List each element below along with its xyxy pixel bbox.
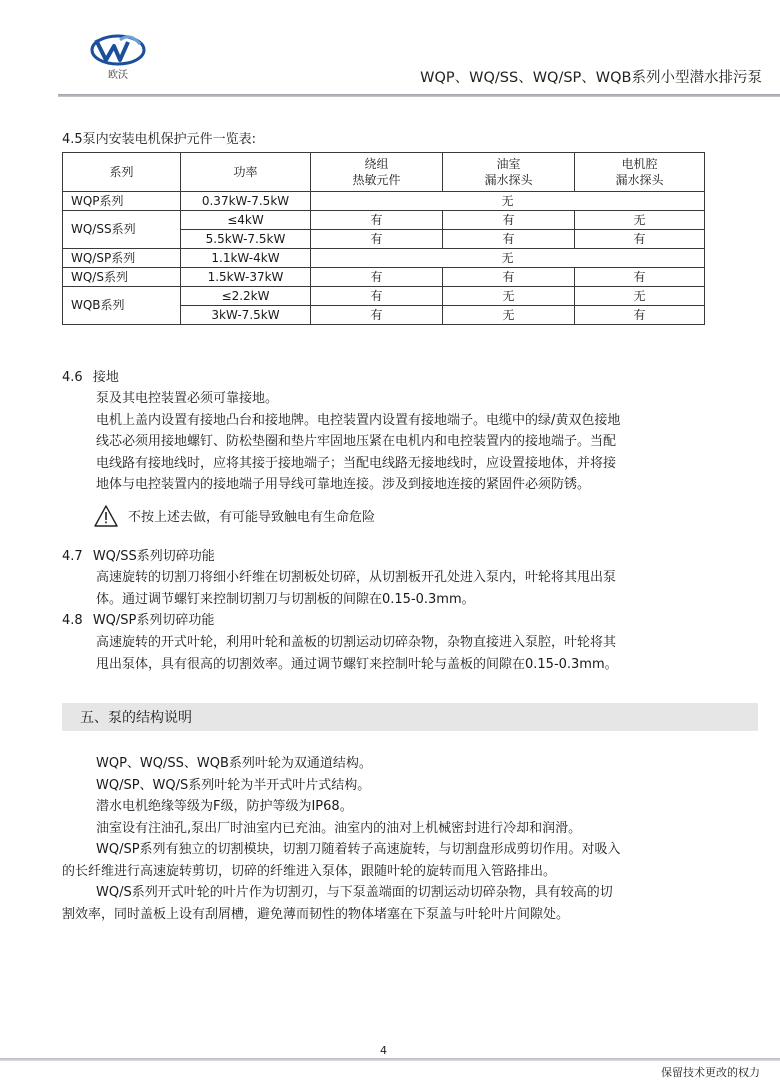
merged-value-cell: 无 — [311, 249, 705, 268]
paragraph-line: 体。通过调节螺钉来控制切割刀与切割板的间隙在0.15-0.3mm。 — [96, 591, 475, 607]
section-number: 4.7 — [62, 549, 83, 564]
header-title: WQP、WQ/SS、WQ/SP、WQB系列小型潜水排污泵 — [420, 70, 762, 86]
paragraph-line: 线芯必须用接地螺钉、防松垫圈和垫片牢固地压紧在电机内和电控装置内的接地端子。当配 — [96, 434, 617, 449]
brand-name: 欧沃 — [108, 70, 128, 81]
table-header-cell: 电机腔 漏水探头 — [575, 153, 705, 192]
section-4-8-body — [96, 632, 760, 675]
power-cell: 0.37kW-7.5kW — [181, 192, 311, 211]
table-row — [63, 287, 705, 306]
section-5-title: 五、泵的结构说明 — [80, 710, 192, 726]
section-4-5-title: 4.5泵内安装电机保护元件一览表: — [62, 132, 257, 147]
section-4-6-heading — [62, 367, 119, 389]
value-cell: 有 — [311, 306, 443, 325]
value-cell: 有 — [443, 268, 575, 287]
value-cell: 无 — [575, 211, 705, 230]
section-number: 4.8 — [62, 613, 83, 628]
table-row — [63, 268, 705, 287]
header-divider — [58, 94, 780, 97]
power-cell: 3kW-7.5kW — [181, 306, 311, 325]
paragraph-line: WQ/SP系列有独立的切割模块，切割刀随着转子高速旋转，与切割盘形成剪切作用。对吸入 — [96, 842, 621, 857]
paragraph-line: 高速旋转的切割刀将细小纤维在切割板处切碎，从切割板开孔处进入泵内，叶轮将其甩出泵 — [96, 570, 617, 585]
table-row — [63, 192, 705, 211]
table-row — [63, 249, 705, 268]
power-cell: ≤4kW — [181, 211, 311, 230]
power-cell: 1.1kW-4kW — [181, 249, 311, 268]
warning-icon — [94, 505, 118, 527]
series-cell: WQ/SS系列 — [63, 211, 181, 249]
value-cell: 有 — [575, 230, 705, 249]
section-5-body-a — [96, 753, 581, 839]
value-cell: 无 — [443, 306, 575, 325]
series-cell: WQB系列 — [63, 287, 181, 325]
series-cell: WQP系列 — [63, 192, 181, 211]
paragraph-line: 泵及其电控装置必须可靠接地。 — [96, 391, 279, 406]
power-cell: 1.5kW-37kW — [181, 268, 311, 287]
paragraph-line: 电机上盖内设置有接地凸台和接地牌。电控装置内设置有接地端子。电缆中的绿/黄双色接地 — [96, 412, 621, 428]
value-cell: 有 — [443, 230, 575, 249]
warning-text: 不按上述去做，有可能导致触电有生命危险 — [128, 510, 376, 525]
table-header-cell: 绕组 热敏元件 — [311, 153, 443, 192]
paragraph-line: 的长纤维进行高速旋转剪切，切碎的纤维进入泵体，跟随叶轮的旋转而甩入管路排出。 — [62, 863, 557, 879]
paragraph-line: WQ/SP、WQ/S系列叶轮为半开式叶片式结构。 — [96, 777, 371, 793]
section-4-7-body — [96, 567, 760, 610]
merged-value-cell: 无 — [311, 192, 705, 211]
value-cell: 有 — [575, 268, 705, 287]
footer-note: 保留技术更改的权力 — [661, 1066, 760, 1079]
table-header-row — [63, 153, 705, 192]
paragraph-line: 甩出泵体，具有很高的切割效率。通过调节螺钉来控制叶轮与盖板的间隙在0.15-0.3mm。 — [96, 656, 618, 672]
paragraph-line: WQP、WQ/SS、WQB系列叶轮为双通道结构。 — [96, 756, 372, 771]
paragraph-line: 电线路有接地线时，应将其接于接地端子；当配电线路无接地线时，应设置接地体，并将接 — [96, 455, 617, 471]
power-cell: ≤2.2kW — [181, 287, 311, 306]
table-header-cell: 功率 — [181, 153, 311, 192]
paragraph-line: 潜水电机绝缘等级为F级，防护等级为IP68。 — [96, 799, 353, 814]
series-cell: WQ/S系列 — [63, 268, 181, 287]
value-cell: 有 — [311, 268, 443, 287]
value-cell: 有 — [443, 211, 575, 230]
paragraph-line: 割效率，同时盖板上设有刮屑槽，避免薄而韧性的物体堵塞在下泵盖与叶轮叶片间隙处。 — [62, 906, 570, 922]
table-body — [63, 192, 705, 325]
table-header-cell: 油室 漏水探头 — [443, 153, 575, 192]
table-row — [63, 211, 705, 230]
footer-divider — [0, 1058, 780, 1061]
protection-table — [62, 152, 705, 325]
paragraph-line: 高速旋转的开式叶轮，利用叶轮和盖板的切割运动切碎杂物，杂物直接进入泵腔，叶轮将其 — [96, 635, 617, 650]
value-cell: 无 — [443, 287, 575, 306]
page-number: 4 — [380, 1044, 387, 1057]
value-cell: 有 — [311, 287, 443, 306]
value-cell: 有 — [311, 211, 443, 230]
table-header-cell: 系列 — [63, 153, 181, 192]
section-title: 接地 — [92, 370, 119, 385]
power-cell: 5.5kW-7.5kW — [181, 230, 311, 249]
section-5-body-b — [62, 839, 764, 925]
section-title: WQ/SP系列切碎功能 — [92, 613, 215, 628]
section-4-6-body — [96, 388, 760, 496]
paragraph-line: WQ/S系列开式叶轮的叶片作为切割刃，与下泵盖端面的切割运动切碎杂物，具有较高的切 — [96, 885, 613, 900]
series-cell: WQ/SP系列 — [63, 249, 181, 268]
section-4-8-heading — [62, 610, 214, 632]
section-title: WQ/SS系列切碎功能 — [92, 549, 215, 564]
value-cell: 无 — [575, 287, 705, 306]
paragraph-line: 地体与电控装置内的接地端子用导线可靠地连接。涉及到接地连接的紧固件必须防锈。 — [96, 477, 591, 492]
paragraph-line: 油室设有注油孔,泵出厂时油室内已充油。油室内的油对上机械密封进行冷却和润滑。 — [96, 820, 582, 836]
section-number: 4.6 — [62, 370, 83, 385]
section-4-7-heading — [62, 546, 215, 568]
value-cell: 有 — [575, 306, 705, 325]
value-cell: 有 — [311, 230, 443, 249]
